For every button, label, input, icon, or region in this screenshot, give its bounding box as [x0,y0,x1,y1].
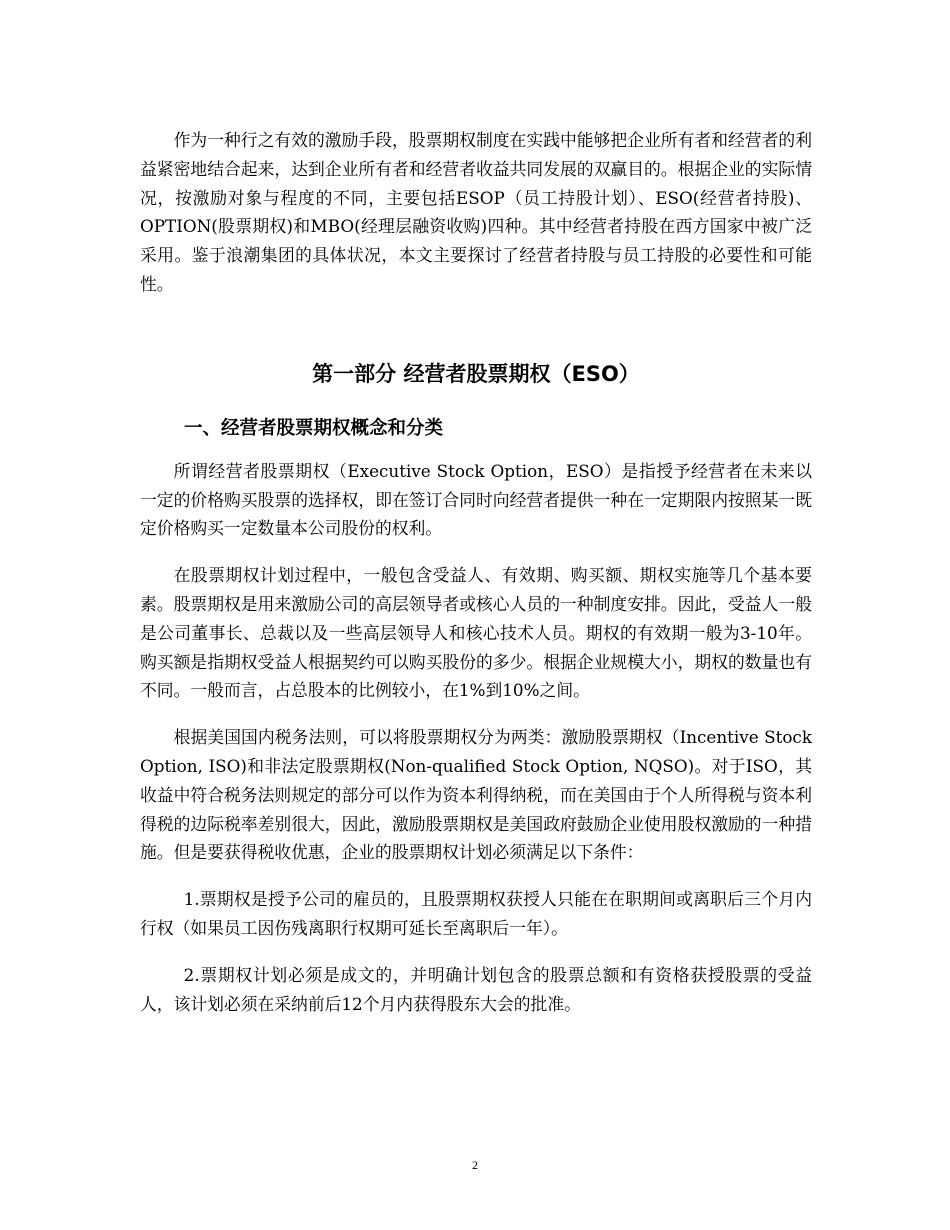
document-page [140,126,812,1018]
paragraph-option-types: 根据美国国内税务法则，可以将股票期权分为两类：激励股票期权（Incentive Stock Option, ISO)和非法定股票期权(Non-qualified Stock Option, NQSO)。对于ISO，其收益中符合税务法则规定的部分可以作为资本利得纳税，而在美国由于个人所得税与资本利得税的边际税率差别很大，因此，激励股票期权是美国政府鼓励企业使用股权激励的一种措施。但是要获得税收优惠，企业的股票期权计划必须满足以下条件： [140,727,812,863]
page-number: 2 [472,1158,478,1172]
section-title: 第一部分 经营者股票期权（ESO） [312,361,640,386]
list-item: 1.票期权是授予公司的雇员的，且股票期权获授人只能在在职期间或离职后三个月内行权（如果员工因伤残离职行权期可延长至离职后一年）。 [140,889,812,938]
subsection-title: 一、经营者股票期权概念和分类 [184,417,444,439]
intro-paragraph: 作为一种行之有效的激励手段，股票期权制度在实践中能够把企业所有者和经营者的利益紧密地结合起来，达到企业所有者和经营者收益共同发展的双赢目的。根据企业的实际情况，按激励对象与程度的不同，主要包括ESOP（员工持股计划）、ESO(经营者持股)、OPTION(股票期权)和MBO(经理层融资收购)四种。其中经营者持股在西方国家中被广泛采用。鉴于浪潮集团的具体状况，本文主要探讨了经营者持股与员工持股的必要性和可能性。 [140,130,812,294]
paragraph-eso-definition: 所谓经营者股票期权（Executive Stock Option，ESO）是指授予经营者在未来以一定的价格购买股票的选择权，即在签订合同时向经营者提供一种在一定期限内按照某一既定价格购买一定数量本公司股份的权利。 [140,460,812,539]
paragraph-basic-elements: 在股票期权计划过程中，一般包含受益人、有效期、购买额、期权实施等几个基本要素。股票期权是用来激励公司的高层领导者或核心人员的一种制度安排。因此，受益人一般是公司董事长、总裁以及一些高层领导人和核心技术人员。期权的有效期一般为3-10年。购买额是指期权受益人根据契约可以购买股份的多少。根据企业规模大小，期权的数量也有不同。一般而言，占总股本的比例较小，在1%到10%之间。 [140,565,812,701]
list-item: 2.票期权计划必须是成文的，并明确计划包含的股票总额和有资格获授股票的受益人，该计划必须在采纳前后12个月内获得股东大会的批准。 [140,964,812,1014]
